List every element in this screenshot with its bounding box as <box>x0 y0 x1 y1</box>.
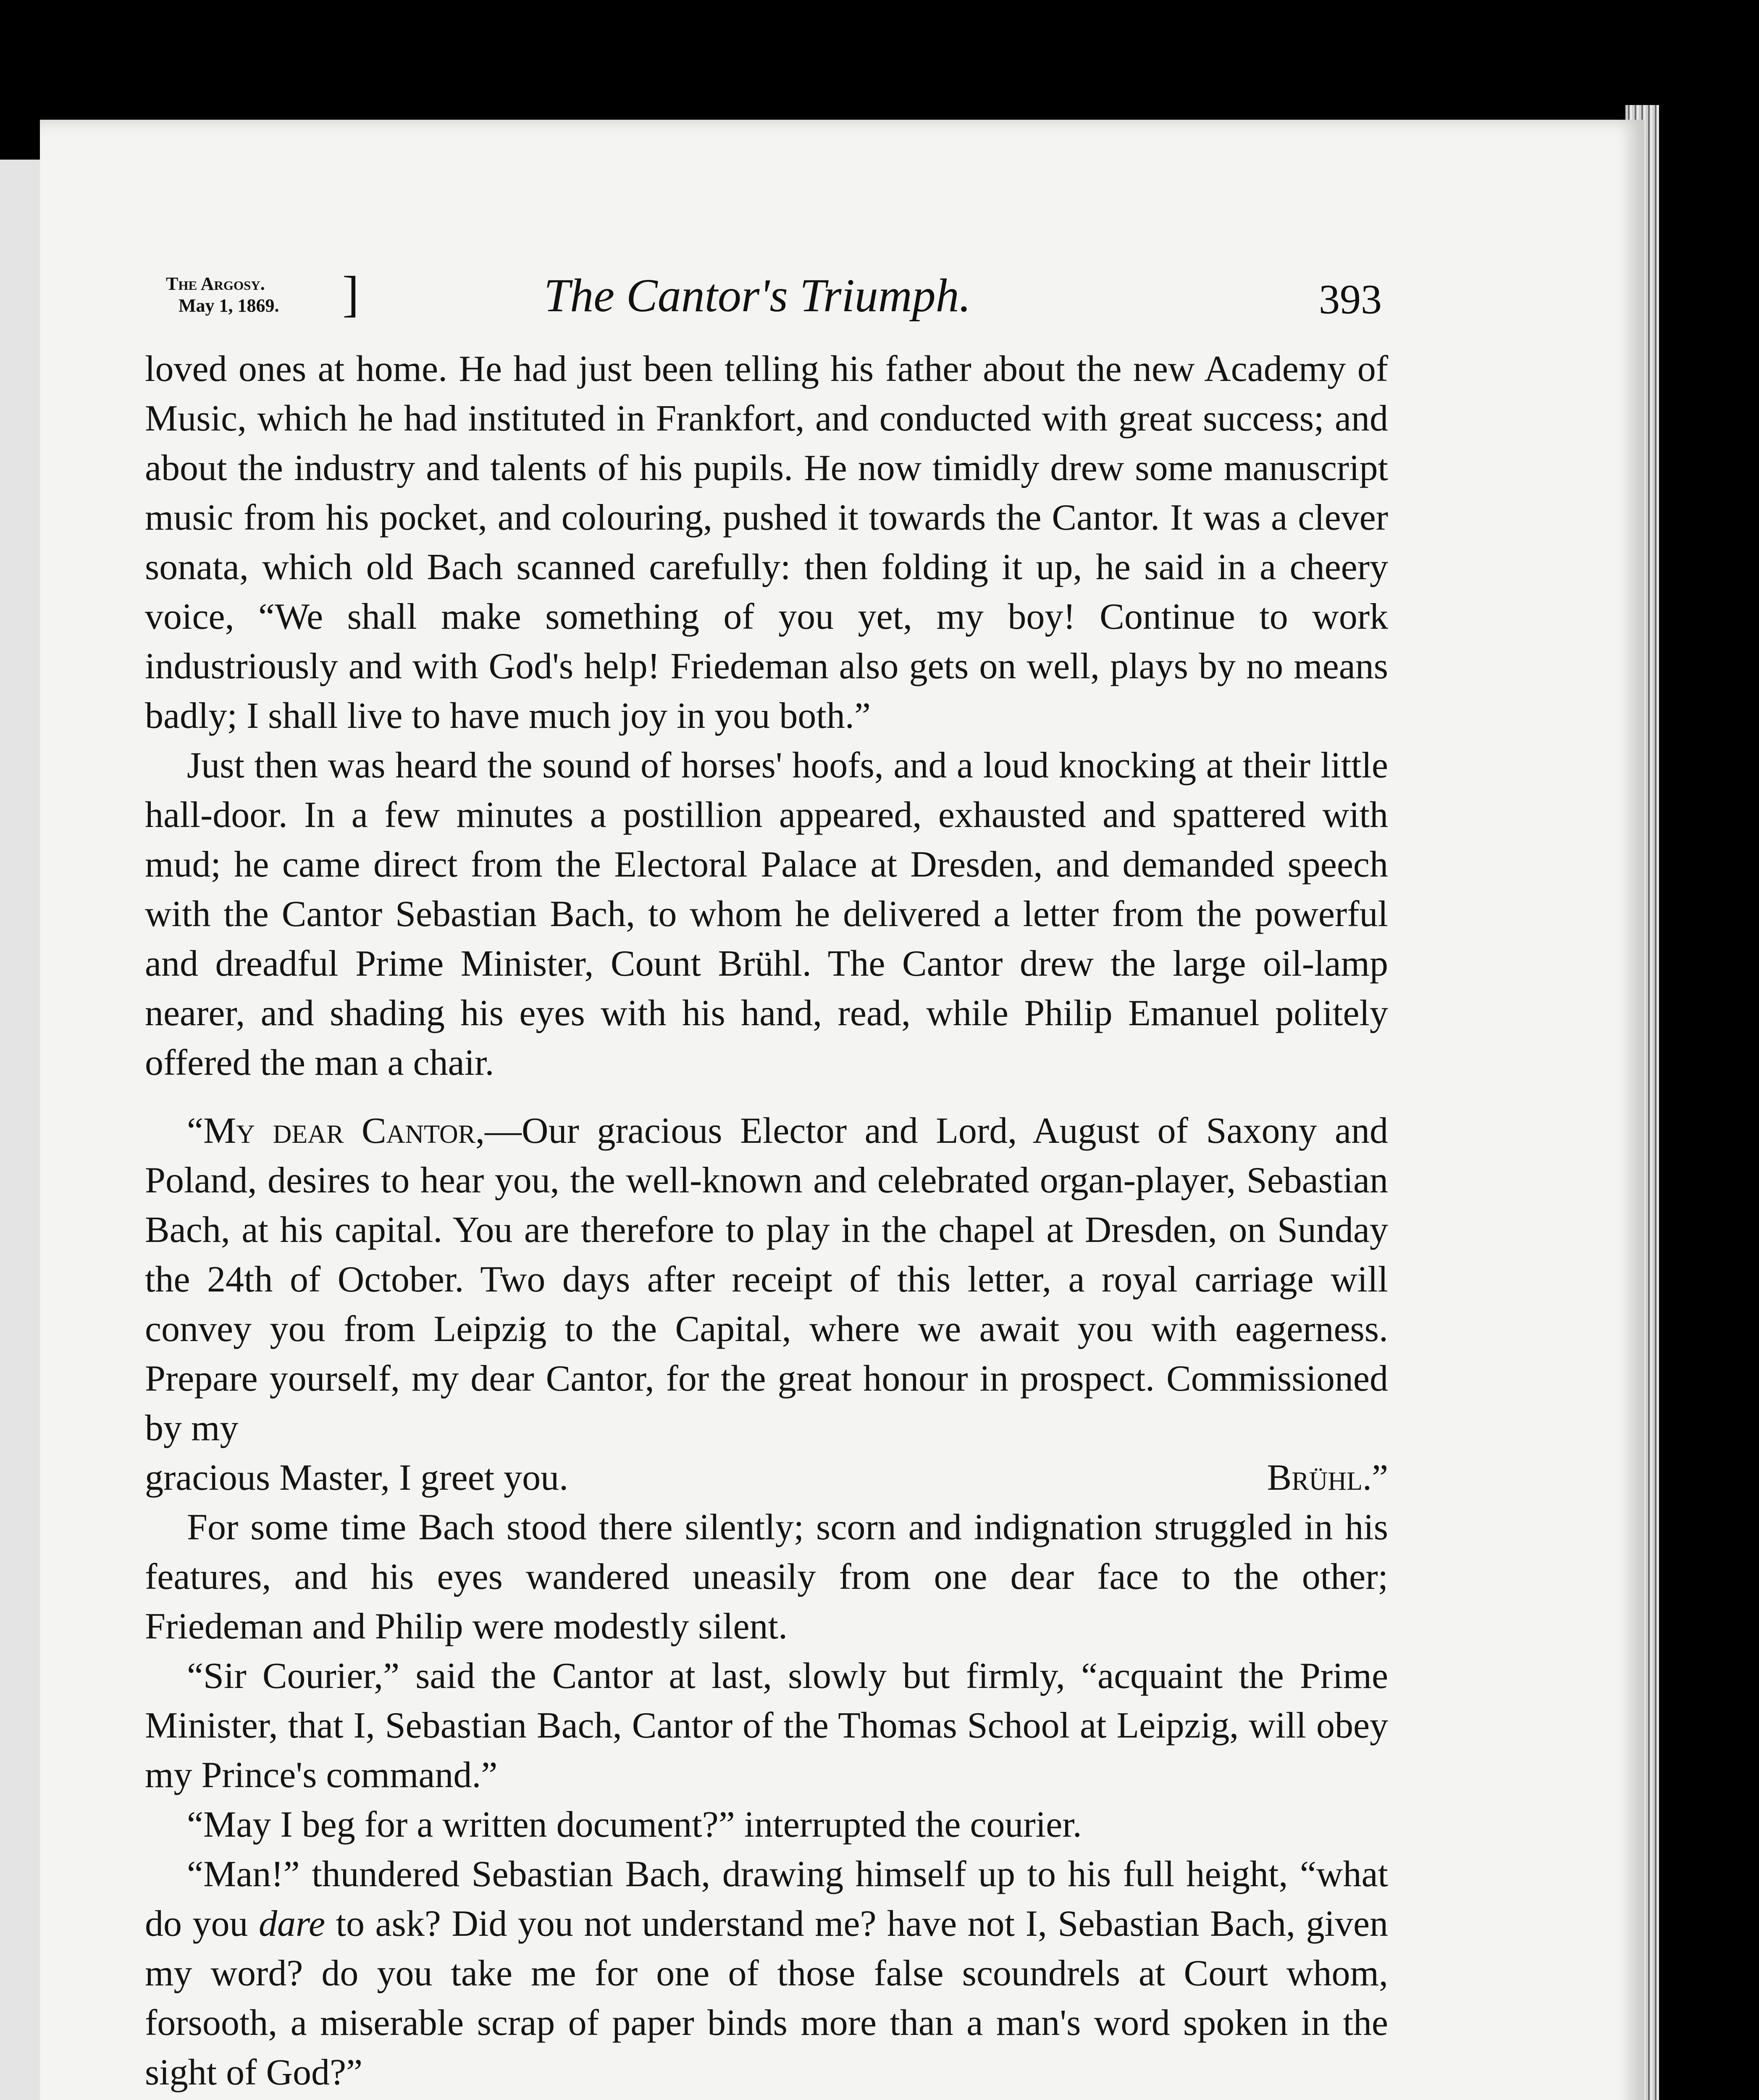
paragraph-text: to ask? Did you not understand me? have not I, Sebastian Bach, given my word? do you take me for one of those false scoundrels at Court whom, forsooth, a miserable scrap of paper binds more than a man's word spoken in the sight of God?” <box>145 1903 1389 2093</box>
source-note-publication: The Argosy. <box>166 273 265 294</box>
paragraph <box>145 1850 1388 2097</box>
letter-salutation: My dear Cantor, <box>203 1110 485 1151</box>
paragraph <box>145 2097 1388 2100</box>
page-number: 393 <box>1319 276 1382 323</box>
letter-closing-line: gracious Master, I greet you. <box>145 1457 569 1498</box>
source-note <box>166 273 347 317</box>
letter-body <box>145 1106 1388 1453</box>
paragraph: “May I beg for a written document?” interrupted the courier. <box>187 1804 1082 1845</box>
letter-text: —Our gracious Elector and Lord, August of Saxony and Poland, desires to hear you, the well-known and celebrated organ-player, Sebastian Bach, at his capital. You are therefore to play in the chapel at Dresden, on Sunday the 24th of October. Two days after receipt of this letter, a royal carriage will convey you from Leipzig to the Capital, where we await you with eagerness. Prepare yourself, my dear Cantor, for the great honour in prospect. Commissioned by my <box>145 1110 1389 1449</box>
letter <box>145 1106 1388 1503</box>
running-head <box>166 266 1384 328</box>
source-note-bracket: ] <box>342 266 359 322</box>
paragraph: For some time Bach stood there silently; scorn and indignation struggled in his features, and his eyes wandered uneasily from one dear face to the other; Friedeman and Philip were modestly silent. <box>145 1507 1388 1647</box>
paragraph: “Sir Courier,” said the Cantor at last, slowly but firmly, “acquaint the Prime Minister, that I, Sebastian Bach, Cantor of the Thomas School at Leipzig, will obey my Prince's command.” <box>145 1656 1388 1796</box>
source-note-date: May 1, 1869. <box>179 295 279 316</box>
letter-open-quote: “ <box>187 1110 204 1151</box>
running-title: The Cantor's Triumph. <box>544 270 971 322</box>
letter-closing <box>145 1453 1388 1503</box>
paragraph-emphasis: dare <box>259 1903 326 1944</box>
body-text <box>145 344 1388 2100</box>
paragraph: loved ones at home. He had just been telling his father about the new Academy of Music, which he had instituted in Frankfort, and conducted with great success; and about the industry and talents of his pupils. He now timidly drew some manuscript music from his pocket, and colouring, pushed it towards the Cantor. It was a clever sonata, which old Bach scanned carefully: then folding it up, he said in a cheery voice, “We shall make something of you yet, my boy! Continue to work industriously and with God's help! Friedeman also gets on well, plays by no means badly; I shall live to have much joy in you both.” <box>145 349 1388 736</box>
paragraph-text: “Man!” thundered Sebastian Bach, drawing himself up to his full height, “what do you <box>145 1854 1388 1944</box>
letter-signature: Brühl.” <box>1267 1457 1388 1498</box>
paragraph: Just then was heard the sound of horses' hoofs, and a loud knocking at their little hall-door. In a few minutes a postillion appeared, exhausted and spattered with mud; he came direct from the Electoral Palace at Dresden, and demanded speech with the Cantor Sebastian Bach, to whom he delivered a letter from the powerful and dreadful Prime Minister, Count Brühl. The Cantor drew the large oil-lamp nearer, and shading his eyes with his hand, read, while Philip Emanuel politely offered the man a chair. <box>145 745 1388 1083</box>
left-page-edge <box>0 160 45 2100</box>
